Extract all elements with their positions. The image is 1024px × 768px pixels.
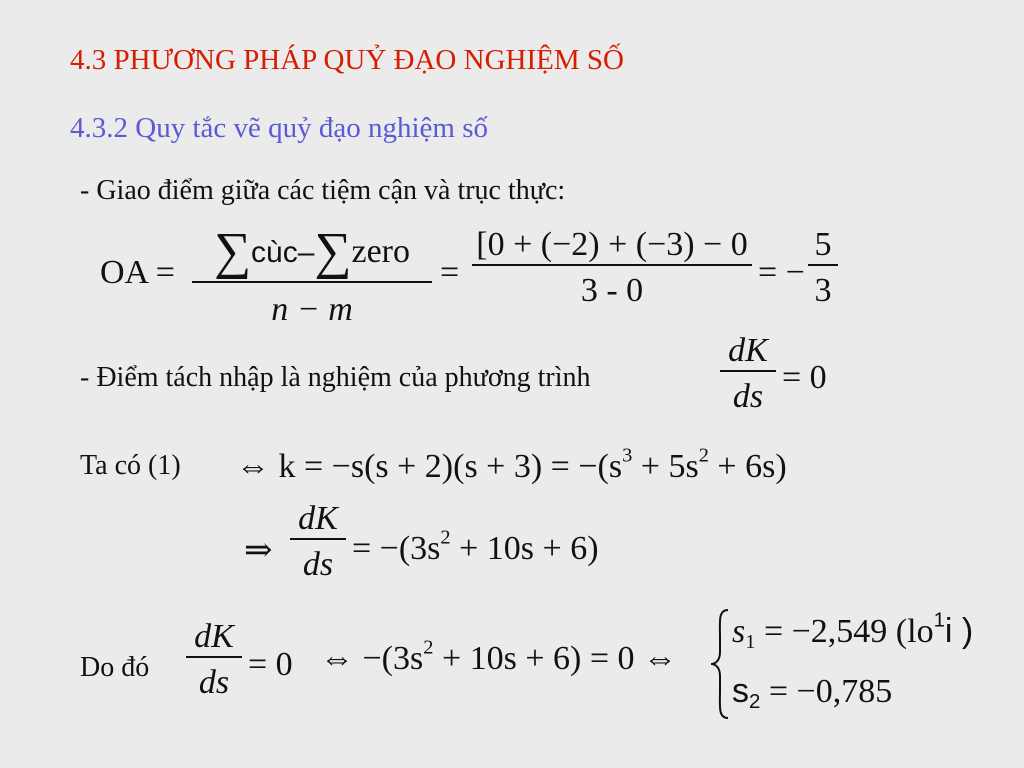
implies-arrow: ⇒ <box>244 532 273 569</box>
dk-ds-fraction <box>186 618 242 702</box>
dk-ds-fraction <box>720 332 776 416</box>
root-variable: s <box>732 613 746 650</box>
root-variable: s <box>732 672 749 710</box>
oa-denominator-3: 3 <box>814 272 832 309</box>
we-have-label: Ta có (1) <box>80 450 181 481</box>
final-equation-end: + 10s + 6) = 0 ⇔ <box>433 640 678 677</box>
asymptote-intersection-text: - Giao điểm giữa các tiệm cận và trục thực: <box>80 175 566 206</box>
final-equation <box>320 636 678 678</box>
dk-numerator: dK <box>728 332 768 369</box>
equals-minus: = − <box>758 254 805 291</box>
fraction-bar <box>290 538 346 540</box>
oa-numerator-3: 5 <box>814 226 832 263</box>
ds-denominator: ds <box>198 664 230 701</box>
k-expression <box>236 444 787 486</box>
oa-fraction-1 <box>192 222 432 329</box>
root-subscript: 1 <box>745 631 756 654</box>
sigma-symbol: ∑ <box>213 223 252 280</box>
exponent: 3 <box>622 444 633 467</box>
root-s2 <box>732 672 893 714</box>
sigma-symbol: ∑ <box>314 223 352 280</box>
breakaway-point-text: - Điểm tách nhập là nghiệm của phương trình <box>80 362 591 393</box>
oa-denominator-2: 3 - 0 <box>580 272 644 309</box>
ds-denominator: ds <box>732 378 764 415</box>
fraction-bar <box>808 264 838 266</box>
root-value: = −2,549 <box>755 613 888 650</box>
fraction-bar <box>186 656 242 658</box>
oa-denominator: n − m <box>271 291 353 328</box>
fraction-bar <box>720 370 776 372</box>
final-equation-prefix: ⇔ −(3s <box>320 640 424 677</box>
poles-label: cùc <box>251 236 298 269</box>
equals-zero: = 0 <box>782 359 827 396</box>
oa-fraction-2 <box>472 226 752 310</box>
root-note-open: (lo <box>887 613 934 650</box>
fraction-bar <box>472 264 752 266</box>
zeros-label: zero <box>351 233 411 270</box>
oa-label: OA = <box>100 254 175 291</box>
oa-fraction-3 <box>808 226 838 310</box>
derivative-end: + 10s + 6) <box>450 530 599 567</box>
root-value: = −0,785 <box>760 673 893 710</box>
dk-numerator: dK <box>194 618 234 655</box>
oa-numerator-2: [0 + (−2) + (−3) − 0 <box>476 226 748 263</box>
exponent: 2 <box>698 444 709 467</box>
equals-sign: = <box>440 254 460 291</box>
exponent: 2 <box>423 636 434 659</box>
k-expression-prefix: ⇔ k = −s(s + 2)(s + 3) = −(s <box>236 448 623 485</box>
k-expression-end: + 6s) <box>708 448 787 485</box>
k-expression-mid: + 5s <box>632 448 699 485</box>
dk-numerator: dK <box>298 500 338 537</box>
ds-denominator: ds <box>302 546 334 583</box>
slide-title: 4.3 PHƯƠNG PHÁP QUỶ ĐẠO NGHIỆM SỐ <box>70 44 624 76</box>
curly-brace <box>708 608 732 720</box>
root-s1 <box>732 609 974 654</box>
derivative-expression <box>352 526 599 568</box>
derivative-prefix: = −(3s <box>352 530 441 567</box>
therefore-label: Do đó <box>80 652 150 683</box>
oa-numerator <box>192 222 432 281</box>
section-subtitle: 4.3.2 Quy tắc vẽ quỷ đạo nghiệm số <box>70 112 489 144</box>
root-note-superscript: 1 <box>933 609 945 632</box>
fraction-bar <box>192 281 432 283</box>
root-note-close: i ) <box>944 612 974 650</box>
equals-zero: = 0 <box>248 646 293 683</box>
dk-ds-fraction <box>290 500 346 584</box>
exponent: 2 <box>440 526 451 549</box>
root-subscript: 2 <box>749 691 761 714</box>
minus-sign: – <box>297 236 315 269</box>
